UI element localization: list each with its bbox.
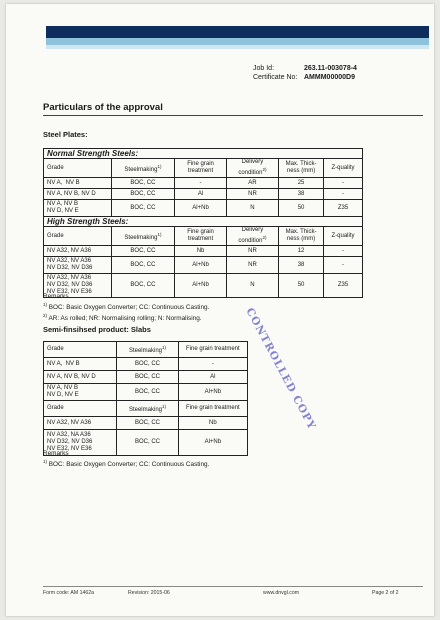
website: www.dnvgl.com (263, 590, 300, 596)
plates-cell: BOC, CC (111, 189, 175, 200)
plates-cell: NV A, NV B NV D, NV E (44, 200, 112, 217)
meta-values (304, 64, 357, 82)
slabs-table (43, 341, 248, 456)
plates-cell: NV A, NV B, NV D (44, 189, 112, 200)
slabs-cell: NV A32, NA A36 NV D32, NV D36 NV E32, NV E36 (44, 430, 117, 456)
slabs-cell: - (178, 358, 247, 371)
column-header: Steelmaking$^{1)}$ (117, 401, 178, 417)
header-band-light (46, 38, 429, 45)
slabs-cell: BOC, CC (117, 430, 178, 456)
column-header: Fine grain treatment (178, 401, 247, 417)
plates-cell: - (324, 189, 363, 200)
plates-cell: Z35 (324, 274, 363, 298)
plates-cell: NV A, NV B (44, 178, 112, 189)
column-header: Grade (44, 159, 112, 178)
table-row (44, 384, 248, 401)
revision: Revision: 2015-06 (128, 590, 170, 596)
column-header: Grade (44, 401, 117, 417)
page-number: Page 2 of 2 (372, 590, 399, 596)
job-id-label: Job Id: (253, 65, 275, 72)
remark-1: $^{1)}$ BOC: Basic Oxygen Converter; CC: Continuous Casting. (43, 459, 210, 469)
section-divider (43, 115, 423, 116)
plates-cell: BOC, CC (111, 200, 175, 217)
plates-cell: BOC, CC (111, 257, 175, 274)
remark-1: $^{1)}$ BOC: Basic Oxygen Converter; CC: Continuous Casting. (43, 302, 210, 312)
plates-cell: NR (226, 246, 278, 257)
plates-cell: NV A32, NV A36 NV D32, NV D36 (44, 257, 112, 274)
header-band-pale (46, 45, 429, 49)
column-header: Z-quality (324, 227, 363, 246)
table-row (44, 178, 363, 189)
plates-remarks (43, 293, 209, 323)
column-header: Delivery condition$^{2)}$ (226, 227, 278, 246)
remark-2: $^{2)}$ AR: As rolled; NR: Normalising rolling; N: Normalising. (43, 313, 202, 323)
plates-cell: Al+Nb (175, 200, 227, 217)
slabs-cell: Al (178, 371, 247, 384)
table-row (44, 358, 248, 371)
slabs-remarks (43, 450, 209, 469)
plates-cell: BOC, CC (111, 178, 175, 189)
column-header: Fine grain treatment (178, 342, 247, 358)
column-header: Max. Thick-ness (mm) (279, 159, 324, 178)
remarks-title: Remarks (43, 293, 69, 300)
plates-cell: - (324, 257, 363, 274)
plates-cell: 12 (279, 246, 324, 257)
column-header: Steelmaking$^{1)}$ (111, 159, 175, 178)
plates-cell: NV A32, NV A36 NV D32, NV D36 NV E32, NV E36 (44, 274, 112, 298)
column-header: Max. Thick-ness (mm) (279, 227, 324, 246)
plates-cell: Z35 (324, 200, 363, 217)
plates-cell: 50 (279, 200, 324, 217)
column-header: Grade (44, 227, 112, 246)
slabs-cell: BOC, CC (117, 417, 178, 430)
plates-cell: Al (175, 189, 227, 200)
column-header: Delivery condition$^{2)}$ (226, 159, 278, 178)
plates-cell: BOC, CC (111, 246, 175, 257)
table-row (44, 246, 363, 257)
slabs-cell: NV A32, NV A36 (44, 417, 117, 430)
plates-cell: 50 (279, 274, 324, 298)
job-id-value: 263.11-003078-4 (304, 65, 357, 72)
plates-cell: NR (226, 189, 278, 200)
group-heading: Normal Strength Steels: (44, 149, 363, 159)
column-header: Steelmaking$^{1)}$ (117, 342, 178, 358)
form-code: Form code: AM 1462a (43, 590, 95, 596)
slabs-cell: Nb (178, 417, 247, 430)
group-heading: High Strength Steels: (44, 217, 363, 227)
table-row (44, 417, 248, 430)
certificate-no-value: AMMM00000D9 (304, 74, 355, 81)
column-header: Fine grain treatment (175, 227, 227, 246)
table-row (44, 189, 363, 200)
slabs-cell: NV A, NV B, NV D (44, 371, 117, 384)
meta-labels (253, 64, 297, 82)
plates-cell: AR (226, 178, 278, 189)
plates-cell: Al+Nb (175, 257, 227, 274)
table-row (44, 257, 363, 274)
slabs-cell: BOC, CC (117, 384, 178, 401)
remarks-title: Remarks (43, 450, 69, 457)
plates-cell: N (226, 274, 278, 298)
slabs-cell: NV A, NV B (44, 358, 117, 371)
plates-cell: 25 (279, 178, 324, 189)
plates-cell: - (175, 178, 227, 189)
controlled-copy-stamp: CONTROLLED COPY (243, 306, 318, 432)
table-row (44, 371, 248, 384)
header-band-dark (46, 26, 429, 38)
plates-cell: NR (226, 257, 278, 274)
plates-cell: NV A32, NV A36 (44, 246, 112, 257)
plates-header-row (44, 159, 363, 178)
plates-cell: Al+Nb (175, 274, 227, 298)
column-header: Fine grain treatment (175, 159, 227, 178)
slabs-cell: BOC, CC (117, 358, 178, 371)
slabs-heading: Semi-finsihsed product: Slabs (43, 325, 151, 334)
column-header: Z-quality (324, 159, 363, 178)
plates-cell: Nb (175, 246, 227, 257)
steel-plates-heading: Steel Plates: (43, 130, 88, 139)
plates-cell: N (226, 200, 278, 217)
plates-cell: 38 (279, 257, 324, 274)
section-title: Particulars of the approval (43, 102, 163, 113)
plates-cell: BOC, CC (111, 274, 175, 298)
slabs-cell: Al+Nb (178, 384, 247, 401)
slabs-header-row (44, 342, 248, 358)
footer-divider (43, 586, 423, 587)
plates-cell: - (324, 246, 363, 257)
slabs-cell: Al+Nb (178, 430, 247, 456)
certificate-label: Certificate No: (253, 74, 298, 81)
plates-header-row (44, 227, 363, 246)
plates-cell: - (324, 178, 363, 189)
plates-cell: 38 (279, 189, 324, 200)
column-header: Steelmaking$^{1)}$ (111, 227, 175, 246)
table-row (44, 200, 363, 217)
steel-plates-table (43, 148, 363, 298)
slabs-cell: NV A, NV B NV D, NV E (44, 384, 117, 401)
column-header: Grade (44, 342, 117, 358)
slabs-cell: BOC, CC (117, 371, 178, 384)
slabs-header-row (44, 401, 248, 417)
